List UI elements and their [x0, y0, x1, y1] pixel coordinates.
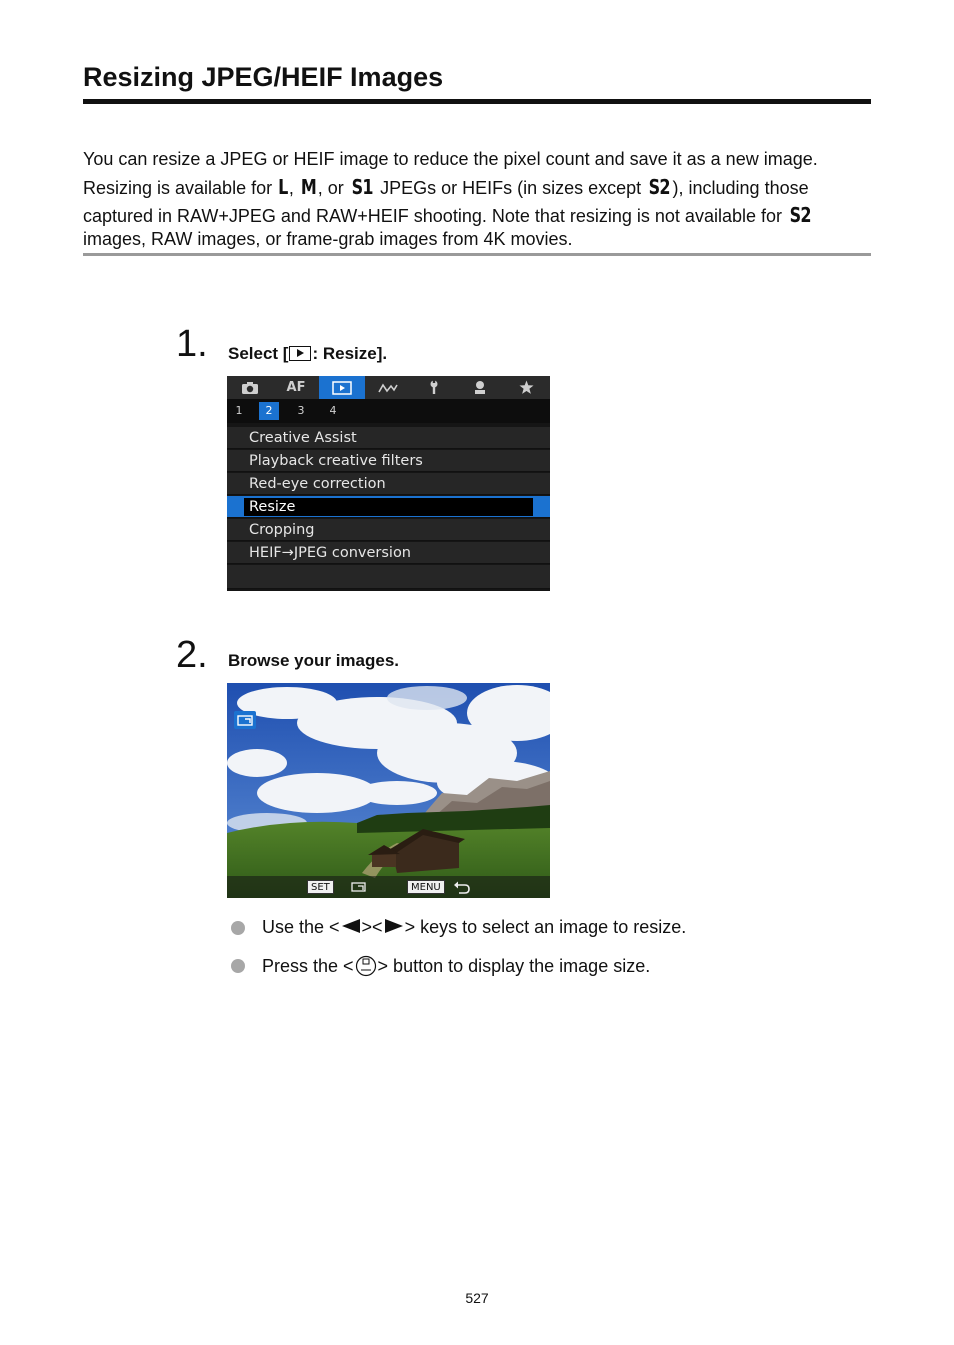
- menu-item: Red-eye correction: [227, 473, 550, 495]
- bullet-text: Use the < >< > keys to select an image to resize.: [262, 917, 687, 937]
- bullet-dot: [231, 921, 245, 935]
- wrench-icon: [411, 376, 457, 399]
- menu-page: 4: [329, 404, 337, 417]
- intro-line-2: Resizing is available for L, M , or S1 JPEGs or HEIFs (in sizes except S2 ), including those: [83, 174, 809, 199]
- right-arrow-key-icon: [385, 919, 403, 933]
- step-label: Browse your images.: [228, 651, 400, 670]
- menu-item: HEIF→JPEG conversion: [227, 542, 550, 564]
- playback-tab-icon: [289, 346, 311, 361]
- size-s1-icon: S1: [351, 174, 373, 199]
- resize-small-icon: [350, 880, 368, 894]
- intro-rule: [83, 253, 871, 256]
- step-number: 2.: [176, 634, 208, 676]
- left-arrow-key-icon: [342, 919, 360, 933]
- step-label: Select [ : Resize].: [228, 344, 388, 363]
- menu-item-empty: [227, 565, 550, 589]
- intro-line-1: You can resize a JPEG or HEIF image to reduce the pixel count and save it as a new image.: [83, 149, 818, 169]
- menu-page: 1: [235, 404, 243, 417]
- intro-line-4: images, RAW images, or frame-grab images from 4K movies.: [83, 228, 573, 249]
- menu-page: 3: [297, 404, 305, 417]
- menu-page-row: [227, 399, 550, 423]
- playback-screen-screenshot: [227, 683, 550, 898]
- playback-icon: [319, 376, 365, 399]
- landscape-photo: [227, 683, 550, 898]
- page-number: 527: [465, 1290, 489, 1306]
- camera-icon: [227, 376, 273, 399]
- star-icon: [503, 376, 549, 399]
- set-button-icon: [355, 955, 377, 982]
- return-icon: [453, 880, 471, 894]
- menu-tab-bar: [227, 376, 550, 399]
- menu-item: Cropping: [227, 519, 550, 541]
- step-number: 1.: [176, 323, 208, 365]
- size-l-icon: L: [278, 174, 288, 199]
- wireless-icon: [365, 376, 411, 399]
- intro-paragraph: [83, 145, 883, 253]
- menu-item: Creative Assist: [227, 427, 550, 449]
- playback-bottom-bar: [227, 876, 550, 898]
- intro-line-3: captured in RAW+JPEG and RAW+HEIF shooting. Note that resizing is not available for S2: [83, 203, 811, 227]
- custom-function-icon: [457, 376, 503, 399]
- title-rule: [83, 99, 871, 104]
- resize-icon: [234, 711, 256, 729]
- camera-menu-screenshot: [227, 376, 550, 591]
- page-title: Resizing JPEG/HEIF Images: [83, 62, 444, 92]
- size-s2-icon: S2: [789, 203, 811, 227]
- bullet-dot: [231, 959, 245, 973]
- af-tab: AF: [286, 380, 306, 395]
- size-m-icon: M: [300, 174, 316, 199]
- menu-button-label: MENU: [407, 880, 445, 894]
- bullet-text: Press the < > button to display the image size.: [262, 955, 650, 982]
- menu-item-selected: Resize: [227, 496, 550, 518]
- menu-page-active: 2: [259, 402, 279, 420]
- size-s2-icon: S2: [648, 174, 670, 199]
- menu-item: Playback creative filters: [227, 450, 550, 472]
- set-button-label: SET: [307, 880, 334, 894]
